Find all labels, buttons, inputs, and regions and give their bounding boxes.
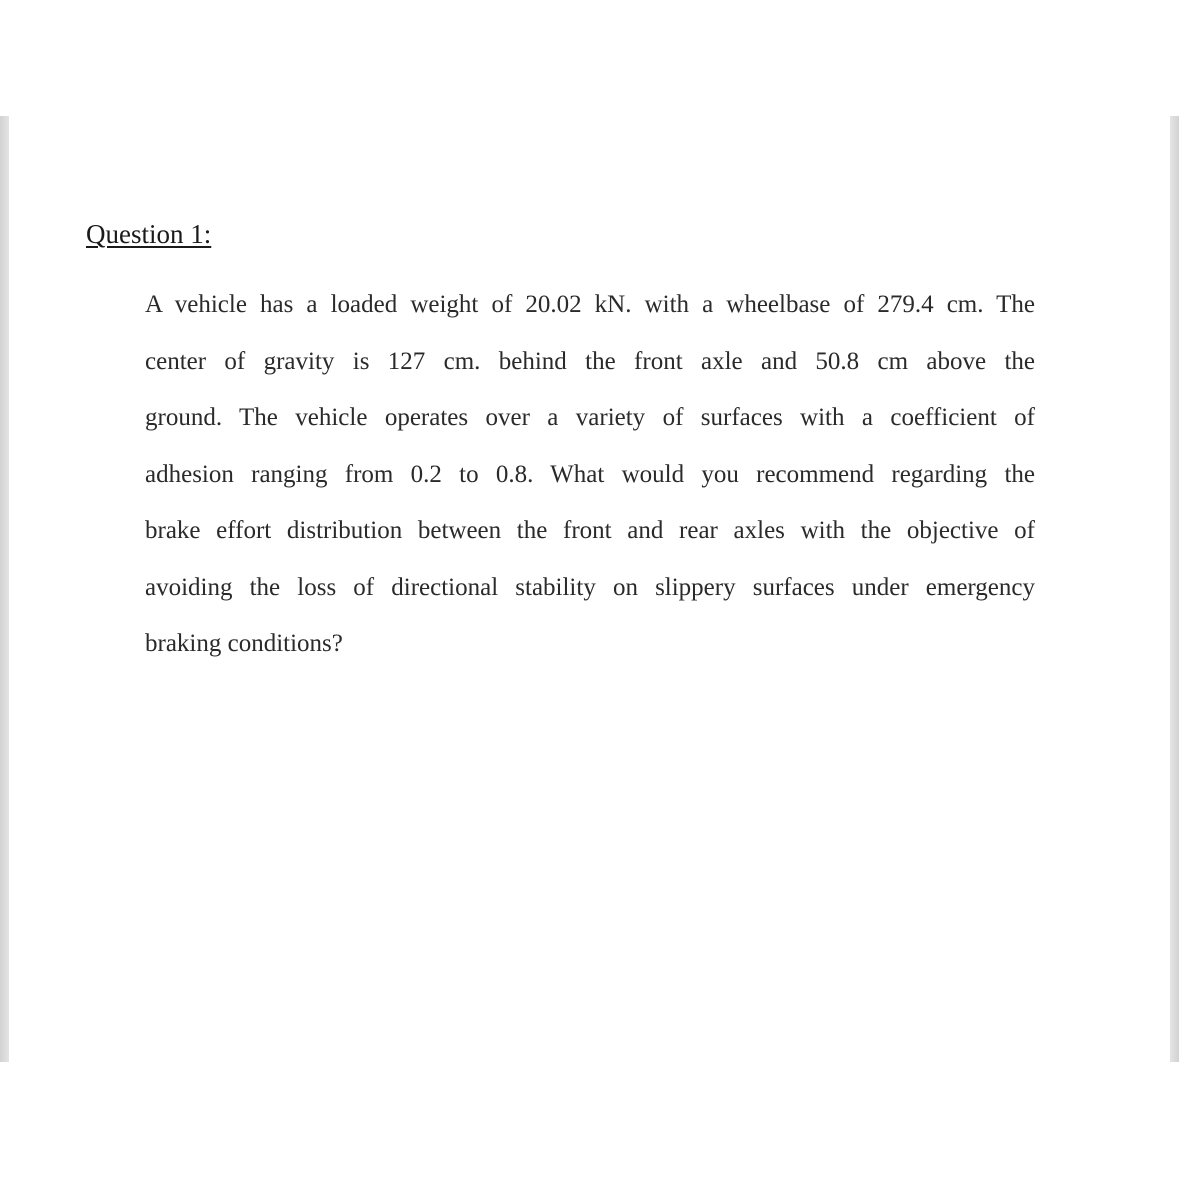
page-right-edge [1170, 116, 1179, 1062]
question-line: A vehicle has a loaded weight of 20.02 kN. with a wheelbase of 279.4 cm. The [145, 291, 1035, 318]
question-line: ground. The vehicle operates over a variety of surfaces with a coefficient of [145, 404, 1035, 431]
question-body [145, 285, 1035, 681]
question-line: adhesion ranging from 0.2 to 0.8. What would you recommend regarding the [145, 460, 1035, 488]
page-left-edge [0, 116, 9, 1062]
question-heading: Question 1: [86, 219, 212, 249]
question-line: brake effort distribution between the front and rear axles with the objective of [145, 517, 1035, 544]
question-line: center of gravity is 127 cm. behind the front axle and 50.8 cm above the [145, 347, 1035, 375]
question-line: avoiding the loss of directional stability on slippery surfaces under emergency [145, 573, 1035, 601]
question-line: braking conditions? [145, 630, 343, 657]
